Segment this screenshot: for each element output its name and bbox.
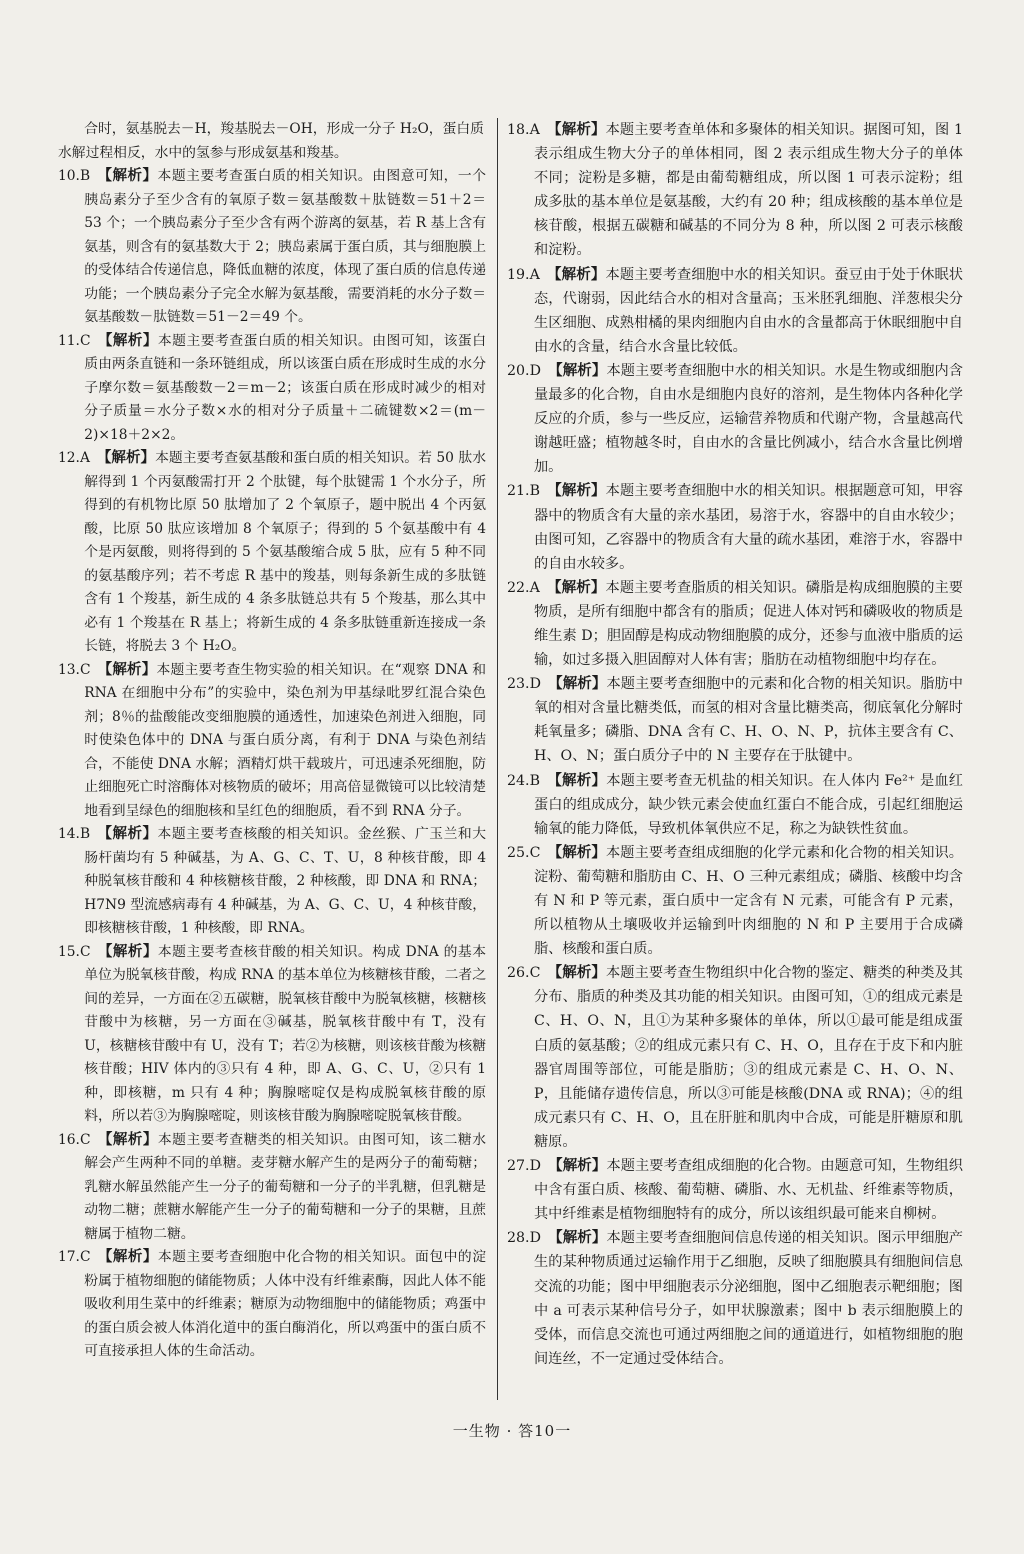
question-number: 27. bbox=[507, 1158, 530, 1175]
analysis-tag: 【解析】 bbox=[96, 450, 156, 466]
answer-item bbox=[507, 961, 963, 1154]
analysis-tag: 【解析】 bbox=[97, 661, 157, 678]
explanation-text: 本题主要考查脂质的相关知识。磷脂是构成细胞膜的主要物质，是所有细胞中都含有的脂质；促进人体对钙和磷吸收的物质是维生素 D；胆固醇是构成动物细胞膜的成分，还参与血液中脂质的运输，如过多摄入胆固醇对人体有害；脂肪在动植物细胞中均存在。 bbox=[533, 579, 963, 669]
page-footer: 一生物 · 答10一 bbox=[452, 1422, 572, 1440]
question-number: 18. bbox=[507, 122, 530, 138]
answer-item bbox=[507, 118, 963, 263]
question-number: 21. bbox=[507, 483, 530, 500]
analysis-tag: 【解析】 bbox=[97, 1249, 158, 1265]
analysis-tag: 【解析】 bbox=[546, 266, 606, 283]
answer-item bbox=[507, 263, 963, 359]
analysis-tag: 【解析】 bbox=[97, 332, 158, 349]
answer-item bbox=[58, 659, 486, 824]
answer-letter: A bbox=[79, 450, 90, 466]
answer-letter: D bbox=[529, 676, 541, 693]
answer-letter: C bbox=[79, 1249, 91, 1265]
explanation-text: 本题主要考查细胞中的元素和化合物的相关知识。脂肪中氧的相对含量比糖类低，而氢的相对含量比糖类高，彻底氧化分解时耗氧量多；磷脂、DNA 含有 C、H、O、N、P，抗体主要含有 C、H、O、N；蛋白质分子中的 N 主要存在于肽键中。 bbox=[533, 676, 963, 765]
explanation-text: 本题主要考查细胞间信息传递的相关知识。图示甲细胞产生的某种物质通过运输作用于乙细胞，反映了细胞膜具有细胞间信息交流的功能；图中甲细胞表示分泌细胞，图中乙细胞表示靶细胞；图中 a 可表示某种信号分子，如甲状腺激素；图中 b 表示细胞膜上的受体，而信息交流也可通过两细胞之间的通道进行，如植物细胞的胞间连丝，不一定通过受体结合。 bbox=[533, 1230, 963, 1367]
answer-letter: A bbox=[529, 122, 540, 138]
explanation-text: 本题主要考查细胞中水的相关知识。根据题意可知，甲容器中的物质含有大量的亲水基团，易溶于水，容器中的自由水较少；由图可知，乙容器中的物质含有大量的疏水基团，难溶于水，容器中的自由水较多。 bbox=[533, 483, 963, 572]
explanation-text: 本题主要考查单体和多聚体的相关知识。据图可知，图 1 表示组成生物大分子的单体相同，图 2 表示组成生物大分子的单体不同；淀粉是多糖，都是由葡萄糖组成，所以图 1 可表示淀粉；组成多肽的基本单位是氨基酸，大约有 20 种；组成核酸的基本单位是核苷酸，根据五碳糖和碱基的不同分为 8 种，所以图 2 可表示核酸和淀粉。 bbox=[533, 122, 963, 259]
explanation-text: 本题主要考查生物实验的相关知识。在“观察 DNA 和 RNA 在细胞中分布”的实验中，染色剂为甲基绿吡罗红混合染色剂；8％的盐酸能改变细胞膜的通透性，加速染色剂进入细胞，同时使染色体中的 DNA 与蛋白质分离，有利于 DNA 与染色剂结合，不能使 DNA 水解；酒精灯烘干载玻片，可迅速杀死细胞，防止细胞死亡时溶酶体对核物质的破坏；用高倍显微镜可以比较清楚地看到呈绿色的细胞核和呈红色的细胞质，看不到 RNA 分子。 bbox=[84, 661, 486, 819]
answer-letter: C bbox=[79, 332, 91, 349]
explanation-text: 本题主要考查细胞中水的相关知识。水是生物或细胞内含量最多的化合物，自由水是细胞内良好的溶剂，是生物体内各种化学反应的介质，参与一些反应，运输营养物质和代谢产物，含量越高代谢越旺盛；植物越冬时，自由水的含量比例减小，结合水含量比例增加。 bbox=[533, 362, 963, 476]
explanation-text: 本题主要考查组成细胞的化合物。由题意可知，生物组织中含有蛋白质、核酸、葡萄糖、磷脂、水、无机盐、纤维素等物质，其中纤维素是植物细胞特有的成分，所以该组织最可能来自柳树。 bbox=[533, 1158, 963, 1223]
answer-letter: C bbox=[529, 965, 541, 982]
analysis-tag: 【解析】 bbox=[547, 965, 607, 982]
answer-letter: D bbox=[529, 362, 541, 379]
analysis-tag: 【解析】 bbox=[548, 676, 607, 693]
explanation-text: 本题主要考查氨基酸和蛋白质的相关知识。若 50 肽水解得到 1 个丙氨酸需打开 2 个肽键，每个肽键需 1 个水分子，所得到的有机物比原 50 肽增加了 2 个氧原子，题中脱出 4 个丙氨酸，比原 50 肽应该增加 8 个氧原子；得到的 5 个氨基酸中有 4 个是丙氨酸，则将得到的 5 个氨基酸缩合成 5 肽，应有 5 种不同的氨基酸序列；若不考虑 R 基中的羧基，则每条新生成的多肽链含有 1 个羧基，新生成的 4 条多肽链总共有 5 个羧基，那么其中必有 1 个羧基在 R 基上；将新生成的 4 条多肽链重新连接成一条长链，将脱去 3 个 H₂O。 bbox=[84, 450, 487, 654]
answer-item bbox=[507, 359, 963, 479]
explanation-text: 本题主要考查糖类的相关知识。由图可知，该二糖水解会产生两种不同的单糖。麦芽糖水解产生的是两分子的葡萄糖；乳糖水解虽然能产生一分子的葡萄糖和一分子的半乳糖，但乳糖是动物二糖；蔗糖水解能产生一分子的葡萄糖和一分子的果糖，且蔗糖属于植物二糖。 bbox=[84, 1131, 487, 1242]
answer-item bbox=[507, 672, 963, 768]
question-number: 28. bbox=[507, 1230, 530, 1247]
analysis-tag: 【解析】 bbox=[548, 362, 607, 379]
answer-item bbox=[58, 1246, 486, 1364]
explanation-text: 本题主要考查核酸的相关知识。金丝猴、广玉兰和大肠杆菌均有 5 种碱基，为 A、G、C、T、U，8 种核苷酸，即 4 种脱氧核苷酸和 4 种核糖核苷酸，2 种核酸，即 DNA 和 RNA；H7N9 型流感病毒有 4 种碱基，为 A、G、C、U，4 种核苷酸，即核糖核苷酸，1 种核酸，即 RNA。 bbox=[84, 826, 487, 936]
answer-item bbox=[507, 1226, 963, 1371]
answer-item bbox=[507, 1154, 963, 1226]
answer-item bbox=[58, 941, 486, 1129]
explanation-text: 本题主要考查蛋白质的相关知识。由图意可知，一个胰岛素分子至少含有的氧原子数＝氨基酸数＋肽链数＝51＋2＝53 个；一个胰岛素分子至少含有两个游离的氨基，若 R 基上含有氨基，则含有的氨基数大于 2；胰岛素属于蛋白质，其与细胞膜上的受体结合传递信息，降低血糖的浓度，体现了蛋白质的信息传递功能；一个胰岛素分子完全水解为氨基酸，需要消耗的水分子数＝氨基酸数－肽链数＝51－2＝49 个。 bbox=[84, 168, 487, 325]
explanation-text: 本题主要考查无机盐的相关知识。在人体内 Fe²⁺ 是血红蛋白的组成成分，缺少铁元素会使血红蛋白不能合成，引起红细胞运输氧的能力降低，导致机体氧供应不足，称之为缺铁性贫血。 bbox=[533, 772, 963, 837]
right-column bbox=[507, 118, 963, 1371]
question-number: 10. bbox=[58, 168, 80, 184]
question-number: 16. bbox=[58, 1131, 80, 1148]
question-number: 19. bbox=[507, 266, 530, 283]
question-number: 12. bbox=[58, 450, 80, 466]
left-column bbox=[58, 118, 486, 1364]
analysis-tag: 【解析】 bbox=[548, 1230, 607, 1247]
analysis-tag: 【解析】 bbox=[97, 1131, 158, 1148]
answer-letter: B bbox=[79, 168, 91, 184]
answer-letter: C bbox=[79, 661, 91, 678]
answer-letter: B bbox=[529, 772, 541, 789]
answer-letter: A bbox=[529, 579, 540, 596]
answer-item bbox=[58, 1129, 486, 1247]
question-number: 15. bbox=[58, 943, 80, 960]
answer-item bbox=[507, 576, 963, 672]
explanation-text: 本题主要考查生物组织中化合物的鉴定、糖类的种类及其分布、脂质的种类及其功能的相关知识。由图可知，①的组成元素是 C、H、O、N，且①为某种多聚体的单体，所以①最可能是组成蛋白质的氨基酸；②的组成元素只有 C、H、O，且存在于皮下和内脏器官周围等部位，可能是脂肪；③的组成元素是 C、H、O、N、P，且能储存遗传信息，所以③可能是核酸(DNA 或 RNA)；④的组成元素只有 C、H、O，且在肝脏和肌肉中合成，可能是肝糖原和肌糖原。 bbox=[533, 965, 963, 1150]
explanation-text: 本题主要考查细胞中化合物的相关知识。面包中的淀粉属于植物细胞的储能物质；人体中没有纤维素酶，因此人体不能吸收利用生菜中的纤维素；糖原为动物细胞中的储能物质；鸡蛋中的蛋白质会被人体消化道中的蛋白酶消化，所以鸡蛋中的蛋白质不可直接承担人体的生命活动。 bbox=[84, 1249, 487, 1359]
answer-letter: C bbox=[79, 1131, 91, 1148]
question-number: 20. bbox=[507, 362, 530, 379]
analysis-tag: 【解析】 bbox=[547, 483, 606, 500]
column-divider bbox=[497, 118, 498, 1400]
answer-letter: D bbox=[529, 1230, 541, 1247]
question-number: 26. bbox=[507, 965, 530, 982]
answer-item bbox=[58, 447, 486, 659]
explanation-text: 本题主要考查蛋白质的相关知识。由图可知，该蛋白质由两条直链和一条环链组成，所以该蛋白质在形成时生成的水分子摩尔数＝氨基酸数－2＝m－2；该蛋白质在形成时减少的相对分子质量＝水分子数×水的相对分子质量＋二硫键数×2＝(m－2)×18＋2×2。 bbox=[84, 332, 487, 443]
explanation-text: 本题主要考查组成细胞的化学元素和化合物的相关知识。淀粉、葡萄糖和脂肪由 C、H、O 三种元素组成；磷脂、核酸中均含有 N 和 P 等元素，蛋白质中一定含有 N 元素，可能含有 P 元素，所以植物从土壤吸收并运输到叶肉细胞的 N 和 P 主要用于合成磷脂、核酸和蛋白质。 bbox=[533, 844, 963, 958]
answer-letter: B bbox=[79, 826, 91, 842]
question-number: 24. bbox=[507, 772, 530, 789]
explanation-text: 合时，氨基脱去－H，羧基脱去－OH，形成一分子 H₂O，蛋白质水解过程相反，水中的氢参与形成氨基和羧基。 bbox=[58, 121, 484, 161]
answer-item bbox=[507, 769, 963, 841]
analysis-tag: 【解析】 bbox=[548, 1158, 607, 1175]
analysis-tag: 【解析】 bbox=[547, 844, 607, 861]
analysis-tag: 【解析】 bbox=[96, 826, 158, 842]
analysis-tag: 【解析】 bbox=[546, 122, 606, 138]
analysis-tag: 【解析】 bbox=[96, 168, 158, 184]
question-number: 25. bbox=[507, 844, 530, 861]
question-number: 14. bbox=[58, 826, 80, 842]
answer-letter: B bbox=[529, 483, 541, 500]
continued-paragraph bbox=[58, 118, 486, 165]
analysis-tag: 【解析】 bbox=[547, 772, 607, 789]
answer-item bbox=[507, 841, 963, 961]
answer-letter: C bbox=[529, 844, 541, 861]
explanation-text: 本题主要考查核苷酸的相关知识。构成 DNA 的基本单位为脱氧核苷酸，构成 RNA 的基本单位为核糖核苷酸，二者之间的差异，一方面在②五碳糖，脱氧核苷酸中为脱氧核糖，核糖核苷酸中为核糖，另一方面在③碱基，脱氧核苷酸中有 T，没有 U，核糖核苷酸中有 U，没有 T；若②为核糖，则该核苷酸为核糖核苷酸；HIV 体内的③只有 4 种，即 A、G、C、U，②只有 1 种，即核糖，m 只有 4 种；胸腺嘧啶仅是构成脱氧核苷酸的原料，所以若③为胸腺嘧啶，则该核苷酸为胸腺嘧啶脱氧核苷酸。 bbox=[84, 943, 487, 1124]
analysis-tag: 【解析】 bbox=[97, 943, 158, 960]
analysis-tag: 【解析】 bbox=[546, 579, 606, 596]
answer-item bbox=[507, 479, 963, 575]
question-number: 11. bbox=[58, 332, 80, 349]
answer-letter: D bbox=[529, 1158, 541, 1175]
question-number: 13. bbox=[58, 661, 80, 678]
answer-item bbox=[58, 165, 486, 330]
answer-letter: C bbox=[79, 943, 91, 960]
explanation-text: 本题主要考查细胞中水的相关知识。蚕豆由于处于休眠状态，代谢弱，因此结合水的相对含量高；玉米胚乳细胞、洋葱根尖分生区细胞、成熟柑橘的果肉细胞内自由水的含量都高于休眠细胞中自由水的含量，结合水含量比较低。 bbox=[533, 266, 963, 355]
answer-item bbox=[58, 823, 486, 941]
question-number: 23. bbox=[507, 676, 530, 693]
answer-letter: A bbox=[529, 266, 540, 283]
answer-item bbox=[58, 330, 486, 448]
question-number: 22. bbox=[507, 579, 530, 596]
question-number: 17. bbox=[58, 1249, 80, 1265]
